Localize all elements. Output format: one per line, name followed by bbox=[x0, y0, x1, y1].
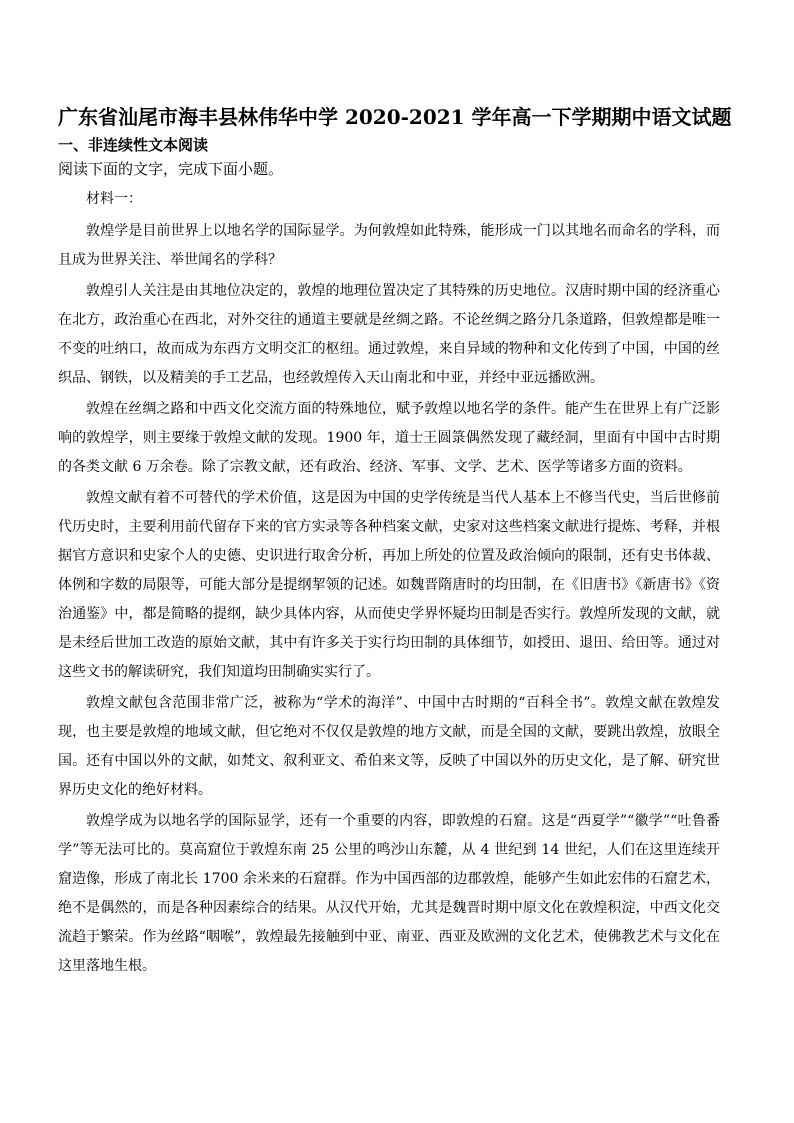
paragraph-2: 敦煌引人关注是由其地位决定的，敦煌的地理位置决定了其特殊的历史地位。汉唐时期中国的经济重心在北方，政治重心在西北，对外交往的通道主要就是丝绸之路。不论丝绸之路分几条道路，但敦煌都是唯一不变的吐纳口，故而成为东西方文明交汇的枢纽。通过敦煌，来自异域的物种和文化传到了中国，中国的丝织品、钢铁，以及精美的手工艺品，也经敦煌传入天山南北和中亚，并经中亚远播欧洲。 bbox=[58, 283, 720, 386]
material-label: 材料一： bbox=[86, 191, 142, 207]
paragraph-6: 敦煌学成为以地名学的国际显学，还有一个重要的内容，即敦煌的石窟。这是“西夏学”“徽学”“吐鲁番学”等无法可比的。莫高窟位于敦煌东南 25 公里的鸣沙山东麓，从 4 世纪到 14 世纪，人们在这里连续开窟造像，形成了南北长 1700 余米来的石窟群。作为中国西部的边郡敦煌，能够产生如此宏伟的石窟艺术，绝不是偶然的，而是各种因素综合的结果。从汉代开始，尤其是魏晋时期中原文化在敦煌积淀，中西文化交流趋于繁荣。作为丝路“咽喉”，敦煌最先接触到中亚、南亚、西亚及欧洲的文化艺术，使佛教艺术与文化在这里落地生根。 bbox=[58, 813, 720, 974]
document-page bbox=[58, 100, 732, 983]
section-heading: 一、非连续性文本阅读 bbox=[58, 136, 209, 154]
paragraph-5: 敦煌文献包含范围非常广泛，被称为“学术的海洋”、中国中古时期的“百科全书”。敦煌文献在敦煌发现，也主要是敦煌的地域文献，但它绝对不仅仅是敦煌的地方文献，而是全国的文献，要跳出敦煌，放眼全国。还有中国以外的文献，如梵文、叙利亚文、希伯来文等，反映了中国以外的历史文化，是了解、研究世界历史文化的绝好材料。 bbox=[58, 695, 720, 798]
paragraph-3: 敦煌在丝绸之路和中西文化交流方面的特殊地位，赋予敦煌以地名学的条件。能产生在世界上有广泛影响的敦煌学，则主要缘于敦煌文献的发现。1900 年，道士王圆箓偶然发现了藏经洞，里面有中国中古时期的各类文献 6 万余卷。除了宗教文献，还有政治、经济、军事、文学、艺术、医学等诸多方面的资料。 bbox=[58, 401, 720, 475]
paragraph-4: 敦煌文献有着不可替代的学术价值，这是因为中国的史学传统是当代人基本上不修当代史，当后世修前代历史时，主要利用前代留存下来的官方实录等各种档案文献，史家对这些档案文献进行提炼、考释，并根据官方意识和史家个人的史德、史识进行取舍分析，再加上所处的位置及政治倾向的限制，还有史书体裁、体例和字数的局限等，可能大部分是提纲挈领的记述。如魏晋隋唐时的均田制，在《旧唐书》《新唐书》《资治通鉴》中，都是简略的提纲，缺少具体内容，从而使史学界怀疑均田制是否实行。敦煌所发现的文献，就是未经后世加工改造的原始文献，其中有许多关于实行均田制的具体细节，如授田、退田、给田等。通过对这些文书的解读研究，我们知道均田制确实实行了。 bbox=[58, 490, 720, 680]
reading-instruction: 阅读下面的文字，完成下面小题。 bbox=[58, 160, 284, 178]
document-title: 广东省汕尾市海丰县林伟华中学 2020-2021 学年高一下学期期中语文试题 bbox=[58, 105, 732, 129]
paragraph-1: 敦煌学是目前世界上以地名学的国际显学。为何敦煌如此特殊，能形成一门以其地名而命名的学科，而且成为世界关注、举世闻名的学科？ bbox=[58, 223, 720, 268]
